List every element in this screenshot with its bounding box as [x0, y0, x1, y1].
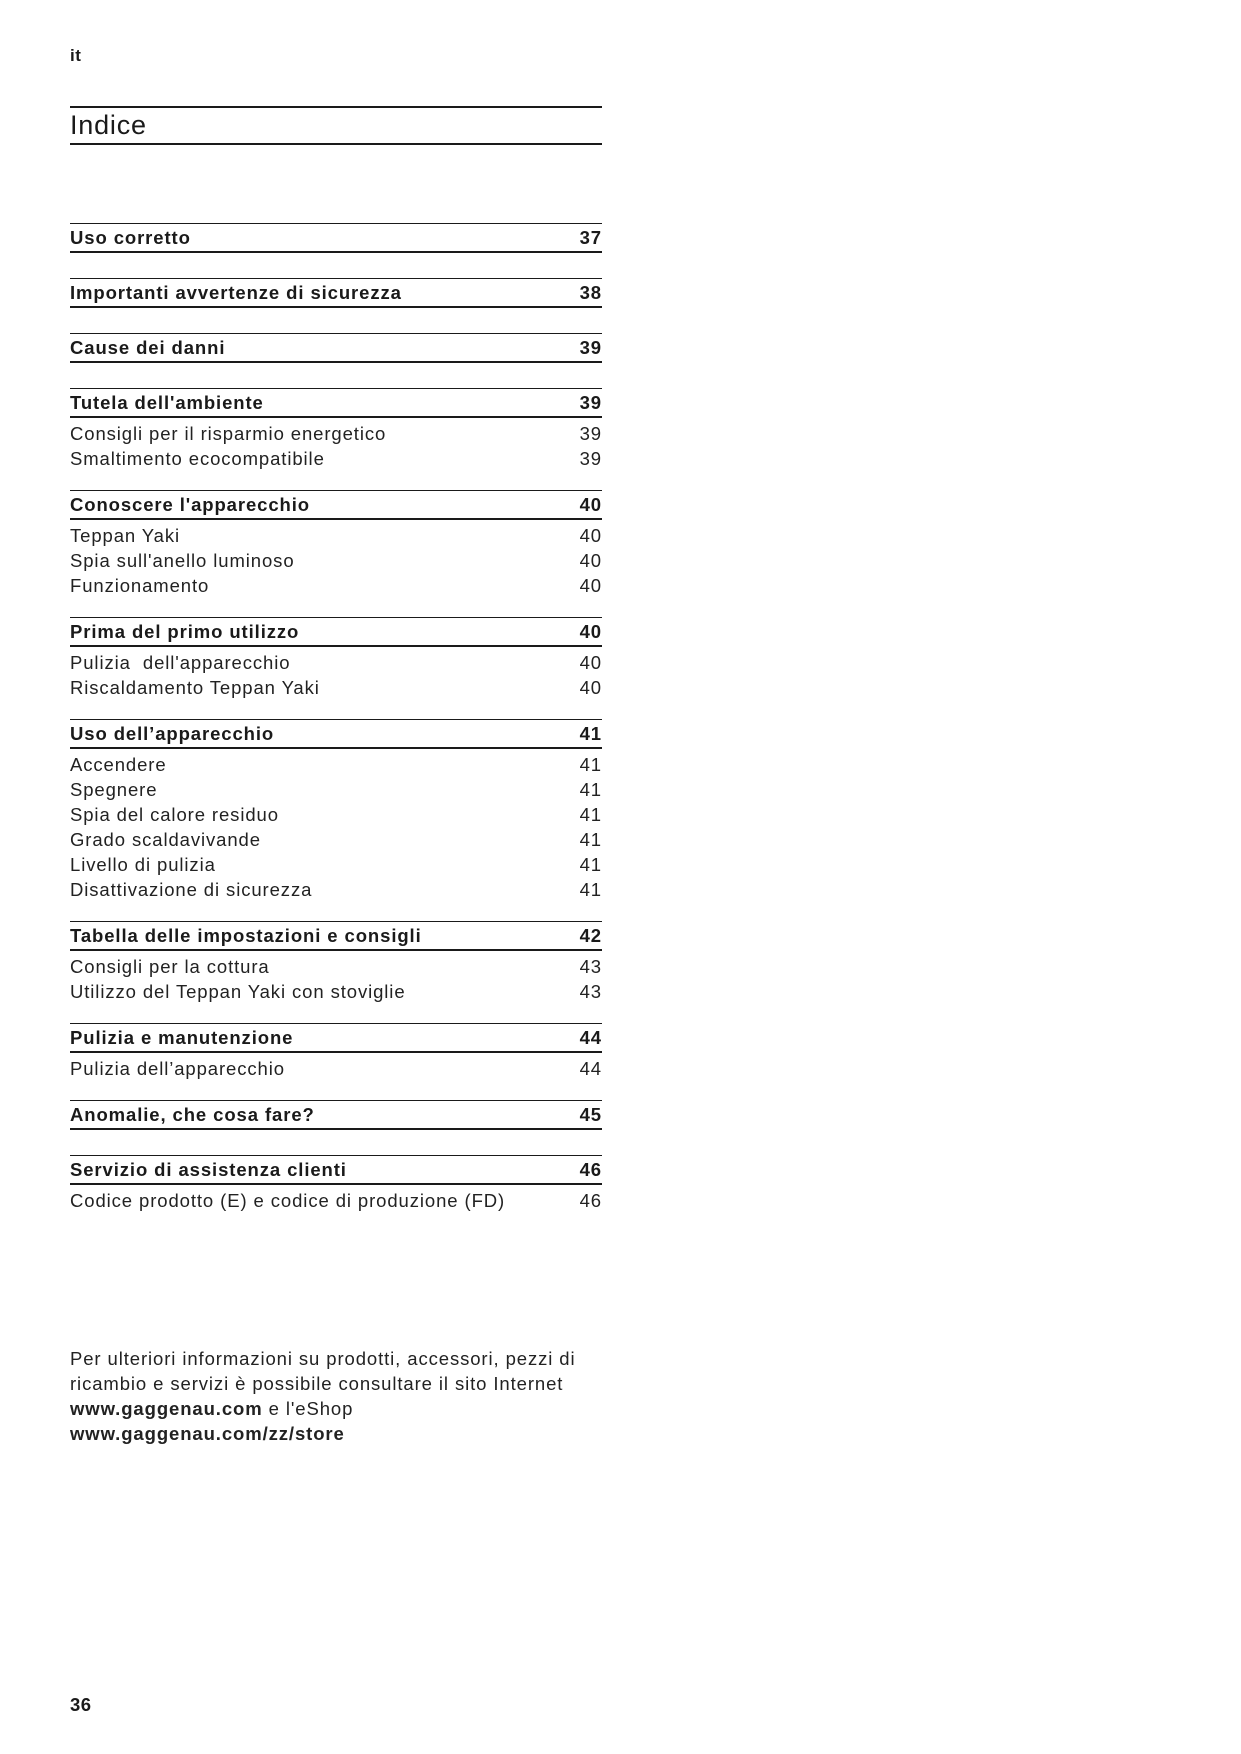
page-title: Indice [70, 110, 147, 140]
toc-sub-item-label: Smaltimento ecocompatibile [70, 447, 325, 469]
toc-section-title: Uso dell’apparecchio [70, 723, 275, 744]
toc-section-page: 39 [579, 392, 602, 413]
toc-sub-item-label: Consigli per il risparmio energetico [70, 422, 387, 444]
title-block [70, 106, 602, 145]
toc-section-title: Importanti avvertenze di sicurezza [70, 282, 402, 303]
toc-sub-item-page: 41 [579, 753, 602, 775]
toc-section [70, 921, 602, 1004]
toc-sub-item-label: Accendere [70, 753, 167, 775]
toc-section-title: Conoscere l'apparecchio [70, 494, 310, 515]
toc-section-title: Tabella delle impostazioni e consigli [70, 925, 422, 946]
toc-sub-item-page: 40 [579, 676, 602, 698]
toc-sub-item-label: Riscaldamento Teppan Yaki [70, 676, 320, 698]
table-of-contents [70, 223, 602, 1232]
toc-section-page: 41 [579, 723, 602, 744]
toc-section-title: Tutela dell'ambiente [70, 392, 264, 413]
toc-section-page: 37 [579, 227, 602, 248]
toc-section-heading[interactable] [70, 921, 602, 951]
toc-section-heading[interactable] [70, 1155, 602, 1185]
toc-sub-item-label: Consigli per la cottura [70, 955, 270, 977]
toc-sub-item-page: 46 [579, 1189, 602, 1211]
toc-sub-item[interactable] [70, 1056, 602, 1081]
language-code: it [70, 46, 82, 65]
toc-section-page: 40 [579, 621, 602, 642]
toc-sub-item[interactable] [70, 827, 602, 852]
toc-section [70, 388, 602, 471]
toc-sub-list [70, 647, 602, 700]
toc-sub-item[interactable] [70, 802, 602, 827]
toc-section-page: 46 [579, 1159, 602, 1180]
toc-sub-item-page: 40 [579, 574, 602, 596]
footer-note-line: ricambio e servizi è possibile consultare il sito Internet [70, 1373, 564, 1394]
toc-sub-list [70, 1053, 602, 1081]
toc-section [70, 490, 602, 598]
toc-sub-item-page: 41 [579, 853, 602, 875]
toc-section [70, 1155, 602, 1213]
toc-sub-item[interactable] [70, 777, 602, 802]
toc-section-page: 44 [579, 1027, 602, 1048]
toc-sub-item-label: Pulizia dell'apparecchio [70, 651, 291, 673]
toc-section-heading[interactable] [70, 1023, 602, 1053]
toc-sub-item-label: Utilizzo del Teppan Yaki con stoviglie [70, 980, 406, 1002]
toc-section-title: Anomalie, che cosa fare? [70, 1104, 315, 1125]
toc-sub-item-page: 41 [579, 878, 602, 900]
toc-section-heading[interactable] [70, 388, 602, 418]
toc-sub-item[interactable] [70, 852, 602, 877]
toc-sub-item-page: 43 [579, 980, 602, 1002]
toc-section-page: 38 [579, 282, 602, 303]
toc-sub-item[interactable] [70, 1188, 602, 1213]
toc-section [70, 333, 602, 363]
toc-sub-item-label: Teppan Yaki [70, 524, 181, 546]
toc-sub-item[interactable] [70, 752, 602, 777]
footer-connector: e l'eShop [262, 1398, 354, 1419]
toc-section-title: Cause dei danni [70, 337, 226, 358]
toc-sub-item[interactable] [70, 523, 602, 548]
toc-section-heading[interactable] [70, 223, 602, 253]
toc-section [70, 1023, 602, 1081]
toc-sub-list [70, 418, 602, 471]
toc-section-title: Uso corretto [70, 227, 191, 248]
toc-sub-item[interactable] [70, 877, 602, 902]
toc-sub-item-page: 41 [579, 778, 602, 800]
toc-sub-item-page: 43 [579, 955, 602, 977]
toc-section [70, 719, 602, 902]
toc-sub-item-page: 44 [579, 1057, 602, 1079]
toc-sub-item-label: Pulizia dell’apparecchio [70, 1057, 285, 1079]
toc-section [70, 1100, 602, 1130]
toc-sub-item-label: Grado scaldavivande [70, 828, 261, 850]
toc-sub-item-label: Spia sull'anello luminoso [70, 549, 295, 571]
toc-sub-item-page: 39 [579, 447, 602, 469]
toc-sub-item[interactable] [70, 650, 602, 675]
toc-section [70, 223, 602, 253]
website-link[interactable]: www.gaggenau.com [70, 1398, 263, 1419]
toc-sub-item-page: 40 [579, 524, 602, 546]
toc-sub-item[interactable] [70, 573, 602, 598]
toc-sub-item[interactable] [70, 954, 602, 979]
toc-section-title: Pulizia e manutenzione [70, 1027, 294, 1048]
toc-sub-item-page: 40 [579, 549, 602, 571]
toc-section-heading[interactable] [70, 1100, 602, 1130]
toc-sub-item[interactable] [70, 548, 602, 573]
toc-section-heading[interactable] [70, 617, 602, 647]
toc-sub-item[interactable] [70, 446, 602, 471]
footer-note-line: Per ulteriori informazioni su prodotti, accessori, pezzi di [70, 1348, 576, 1369]
toc-sub-item-label: Spia del calore residuo [70, 803, 279, 825]
toc-sub-list [70, 749, 602, 902]
toc-sub-item-label: Livello di pulizia [70, 853, 216, 875]
toc-section-title: Prima del primo utilizzo [70, 621, 300, 642]
eshop-link[interactable]: www.gaggenau.com/zz/store [70, 1423, 345, 1444]
toc-sub-item-page: 41 [579, 803, 602, 825]
toc-section-page: 45 [579, 1104, 602, 1125]
toc-sub-item-page: 41 [579, 828, 602, 850]
toc-sub-list [70, 520, 602, 598]
page-number: 36 [70, 1694, 92, 1715]
toc-sub-list [70, 1185, 602, 1213]
toc-section-heading[interactable] [70, 333, 602, 363]
toc-sub-item-label: Funzionamento [70, 574, 210, 596]
toc-section-page: 40 [579, 494, 602, 515]
toc-sub-item-label: Spegnere [70, 778, 158, 800]
toc-sub-item-label: Codice prodotto (E) e codice di produzione (FD) [70, 1189, 506, 1211]
toc-section-page: 42 [579, 925, 602, 946]
toc-section-heading[interactable] [70, 719, 602, 749]
toc-section-title: Servizio di assistenza clienti [70, 1159, 347, 1180]
toc-sub-item[interactable] [70, 675, 602, 700]
toc-sub-item-label: Disattivazione di sicurezza [70, 878, 313, 900]
toc-section [70, 278, 602, 308]
toc-sub-list [70, 951, 602, 1004]
toc-section-heading[interactable] [70, 278, 602, 308]
toc-section [70, 617, 602, 700]
toc-sub-item-page: 40 [579, 651, 602, 673]
footer-note [70, 1346, 630, 1446]
toc-section-heading[interactable] [70, 490, 602, 520]
footer-note-line [70, 1396, 630, 1421]
toc-sub-item[interactable] [70, 421, 602, 446]
toc-section-page: 39 [579, 337, 602, 358]
toc-sub-item-page: 39 [579, 422, 602, 444]
toc-sub-item[interactable] [70, 979, 602, 1004]
